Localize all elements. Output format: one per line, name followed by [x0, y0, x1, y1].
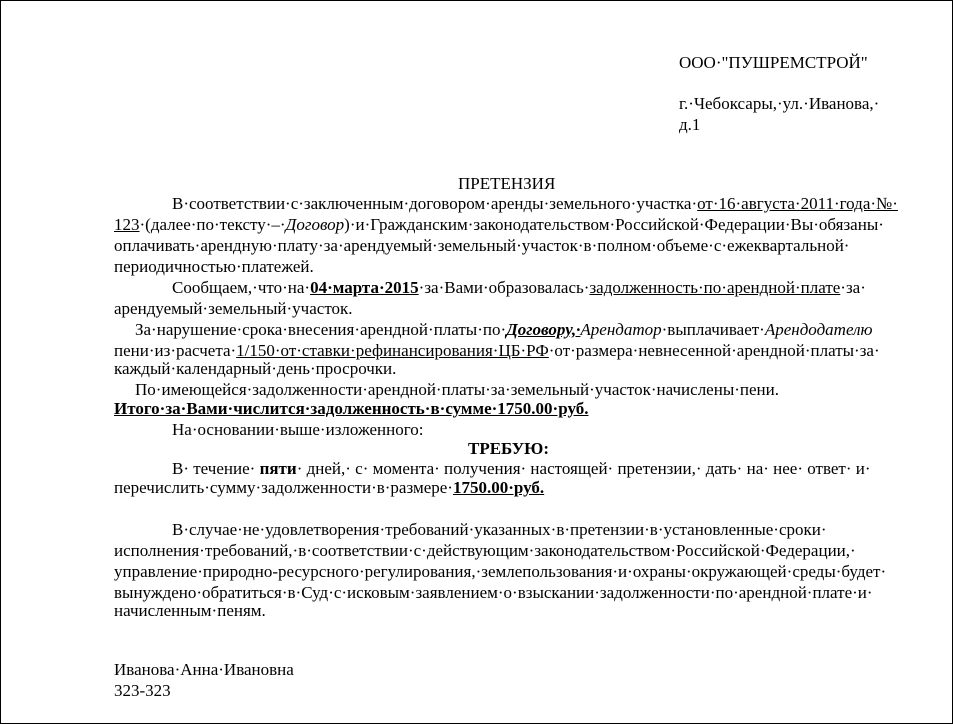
demand-line1: В· течение· пяти· дней,· с· момента· получения· настоящей· претензии,· дать· на· нее· ответ· и·	[172, 459, 871, 478]
p1-line1: В·соответствии·с·заключенным·договором·аренды·земельного·участка·от·16·августа·2011·года·№·	[172, 194, 898, 213]
signature-name: Иванова·Анна·Ивановна	[114, 660, 294, 679]
p3-line3: каждый·календарный·день·просрочки.	[114, 359, 397, 378]
warning-line1: В·случае·не·удовлетворения·требований·указанных·в·претензии·в·установленные·сроки·	[172, 520, 827, 539]
debt-label: задолженность·по·арендной·плате	[589, 278, 841, 297]
p1-line2: 123·(далее·по·тексту·–·Договор)·и·Гражданским·законодательством·Российской·Федерации·Вы·обязаны·	[114, 215, 884, 234]
recipient-address-line1: г.·Чебоксары,·ул.·Иванова,·	[679, 94, 880, 113]
signature-phone: 323-323	[114, 681, 171, 700]
p1-line3: оплачивать·арендную·плату·за·арендуемый·земельный·участок·в·полном·объеме·с·ежеквартальной·	[114, 236, 850, 255]
debt-date: 04·марта·2015	[310, 278, 419, 297]
warning-line5: начисленным·пеням.	[114, 601, 266, 620]
p3-line1: За·нарушение·срока·внесения·арендной·платы·по·Договору,·Арендатор·выплачивает·Арендодателю	[135, 320, 873, 339]
p3-line2: пени·из·расчета·1/150·от·ставки·рефинансирования·ЦБ·РФ·от·размера·невнесенной·арендной·платы·за·	[114, 341, 880, 360]
p4-line1: По·имеющейся·задолженности·арендной·платы·за·земельный·участок·начислены·пени.	[135, 380, 779, 399]
demand-line2: перечислить·сумму·задолженности·в·размере·1750.00·руб.	[114, 478, 545, 497]
p2-line1: Сообщаем,·что·на·04·марта·2015·за·Вами·образовалась·задолженность·по·арендной·плате·за·	[172, 278, 866, 297]
p2-line2: арендуемый·земельный·участок.	[114, 299, 353, 318]
warning-line2: исполнения·требований,·в·соответствии·с·действующим·законодательством·Российской·Федерации,·	[114, 541, 856, 560]
demand-heading: ТРЕБУЮ:	[468, 439, 549, 458]
penalty-rate: 1/150·от·ставки·рефинансирования·ЦБ·РФ	[236, 341, 549, 360]
contract-number: 123	[114, 215, 140, 234]
contract-date: от·16·августа·2011·года·№·	[697, 194, 898, 213]
document-title: ПРЕТЕНЗИЯ	[458, 174, 556, 193]
basis-line: На·основании·выше·изложенного:	[172, 420, 424, 439]
demand-amount: 1750.00·руб.	[452, 478, 545, 497]
p1-line4: периодичностью·платежей.	[114, 257, 314, 276]
warning-line4: вынуждено·обратиться·в·Суд·с·исковым·заявлением·о·взыскании·задолженности·по·арендной·плате·и·	[114, 583, 873, 602]
recipient-company: ООО·"ПУШРЕМСТРОЙ"	[679, 53, 868, 72]
days-count: пяти	[259, 459, 297, 478]
total-debt-line: Итого·за·Вами·числится·задолженность·в·сумме·1750.00·руб.	[114, 399, 589, 418]
warning-line3: управление·природно-ресурсного·регулирования,·землепользования·и·охраны·окружающей·среды·будет·	[114, 562, 887, 581]
recipient-address-line2: д.1	[679, 115, 701, 134]
